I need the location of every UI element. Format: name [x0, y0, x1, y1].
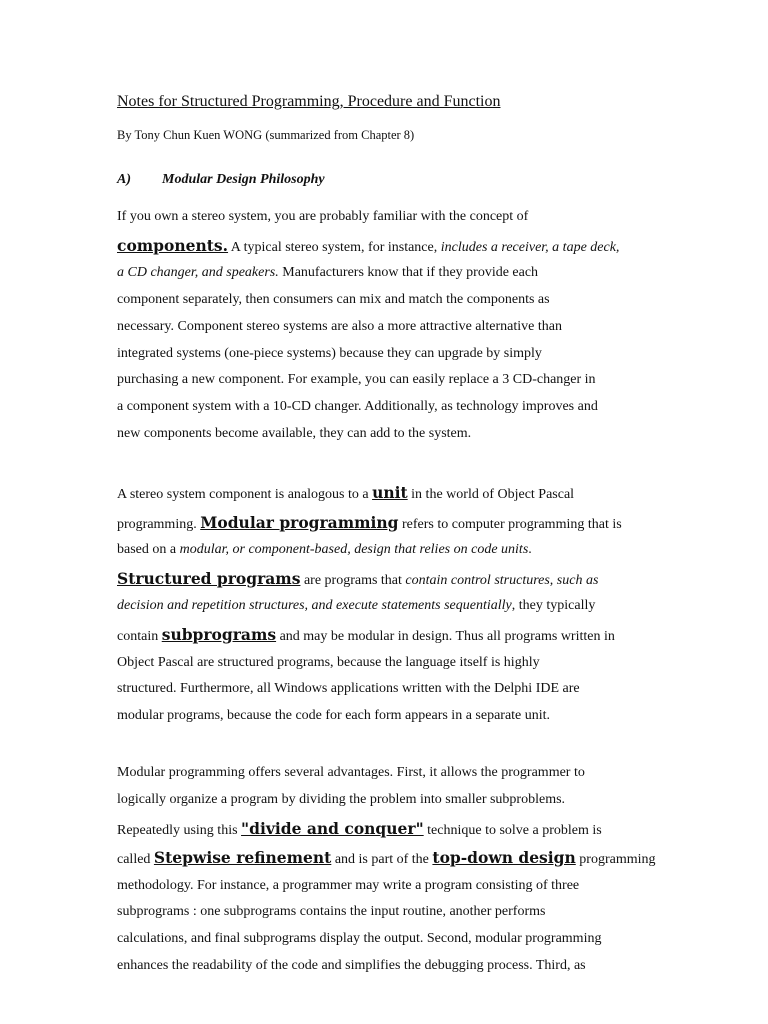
- text-run: are programs that: [300, 572, 406, 588]
- text-line: Modular programming offers several advantages. First, it allows the programmer to: [117, 765, 585, 780]
- text-line: [117, 231, 657, 261]
- paragraph-advantages: [117, 760, 657, 980]
- emphasis-text: decision and repetition structures, and execute statements sequentially: [117, 598, 512, 614]
- text-run: .: [528, 542, 532, 557]
- text-run: refers to computer programming that is: [398, 516, 622, 532]
- text-run: programming: [575, 852, 656, 868]
- emphasis-text: a CD changer, and speakers.: [117, 265, 279, 281]
- keyword-subprograms: subprograms: [161, 625, 277, 645]
- text-line: component separately, then consumers can mix and match the components as: [117, 292, 550, 308]
- author-byline: By Tony Chun Kuen WONG (summarized from Chapter 8): [117, 128, 415, 142]
- text-run: Manufacturers know that if they provide each: [278, 265, 539, 281]
- keyword-stepwise-refinement: Stepwise refinement: [153, 848, 332, 868]
- text-line: [117, 564, 657, 594]
- text-line: subprograms : one subprograms contains the input routine, another performs: [117, 904, 546, 920]
- text-line: enhances the readability of the code and simplifies the debugging process. Third, as: [117, 957, 586, 973]
- text-line: structured. Furthermore, all Windows applications written with the Delphi IDE are: [117, 681, 580, 697]
- text-run: in the world of Object Pascal: [407, 487, 575, 502]
- section-label: A): [117, 172, 131, 187]
- paragraph-modular-programming: [117, 478, 657, 730]
- text-run: called: [117, 852, 154, 868]
- text-line: purchasing a new component. For example, you can easily replace a 3 CD-changer in: [117, 372, 596, 388]
- text-line: [117, 508, 657, 538]
- text-line: new components become available, they can add to the system.: [117, 426, 472, 442]
- text-line: necessary. Component stereo systems are also a more attractive alternative than: [117, 318, 562, 334]
- text-line: [117, 593, 657, 620]
- text-run: and is part of the: [331, 852, 433, 868]
- keyword-divide-and-conquer: "divide and conquer": [241, 818, 424, 838]
- text-line: [117, 537, 657, 564]
- text-run: technique to solve a problem is: [423, 822, 602, 838]
- emphasis-text: contain control structures, such as: [405, 572, 599, 588]
- text-line: a component system with a 10-CD changer. Additionally, as technology improves and: [117, 399, 598, 415]
- section-title: Modular Design Philosophy: [162, 172, 325, 187]
- keyword-top-down-design: top-down design: [432, 848, 576, 868]
- text-line: [117, 478, 657, 508]
- keyword-structured-programs: Structured programs: [117, 568, 301, 588]
- text-line: Object Pascal are structured programs, because the language itself is highly: [117, 654, 540, 670]
- text-run: Repeatedly using this: [117, 822, 242, 838]
- section-heading: [117, 172, 325, 188]
- text-run: A typical stereo system, for instance,: [228, 239, 441, 255]
- emphasis-text: includes a receiver, a tape deck,: [440, 239, 620, 255]
- text-line: modular programs, because the code for each form appears in a separate unit.: [117, 708, 551, 724]
- text-run: based on a: [117, 542, 180, 557]
- text-line: methodology. For instance, a programmer may write a program consisting of three: [117, 877, 580, 893]
- emphasis-text: modular, or component-based, design that relies on code units: [179, 542, 529, 557]
- keyword-components: components.: [117, 235, 229, 255]
- text-line: If you own a stereo system, you are probably familiar with the concept of: [117, 209, 529, 224]
- text-line: integrated systems (one-piece systems) because they can upgrade by simply: [117, 345, 542, 361]
- text-run: and may be modular in design. Thus all programs written in: [276, 629, 615, 645]
- text-run: contain: [117, 629, 162, 645]
- document-title: Notes for Structured Programming, Procedure and Function: [117, 93, 501, 110]
- text-run: programming.: [117, 516, 201, 532]
- text-line: logically organize a program by dividing the problem into smaller subproblems.: [117, 791, 566, 807]
- text-line: [117, 260, 657, 287]
- paragraph-stereo-analogy: [117, 204, 657, 448]
- keyword-modular-programming: Modular programming: [200, 512, 399, 532]
- text-line: [117, 814, 657, 844]
- text-line: [117, 620, 657, 650]
- text-line: calculations, and final subprograms display the output. Second, modular programming: [117, 931, 602, 947]
- text-run: A stereo system component is analogous to a: [117, 487, 373, 502]
- keyword-unit: unit: [372, 483, 408, 502]
- text-line: [117, 843, 657, 873]
- text-run: , they typically: [511, 598, 596, 614]
